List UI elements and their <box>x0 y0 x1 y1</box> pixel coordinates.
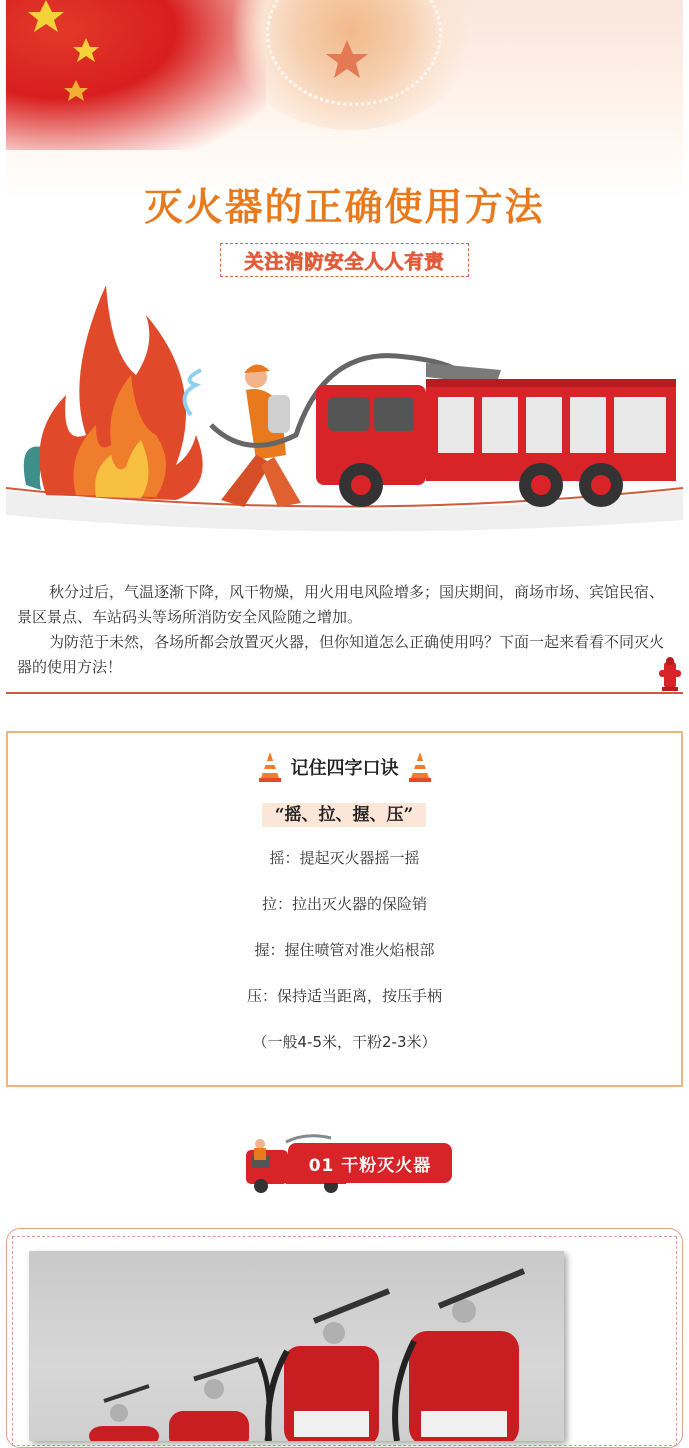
subtitle-box <box>220 243 469 277</box>
page-title: 灭火器的正确使用方法 <box>144 185 545 229</box>
fire-hydrant-icon <box>656 656 684 692</box>
mnemonic-line: 拉：拉出灭火器的保险销 <box>261 895 427 913</box>
intro-paragraph-2: 为防范于未然，各场所都会放置灭火器，但你知道怎么正确使用吗？下面一起来看看不同灭火器的使用方法！ <box>17 633 665 676</box>
divider <box>6 692 683 694</box>
header-banner <box>6 0 683 200</box>
intro-paragraph-1: 秋分过后，气温逐渐下降，风干物燥，用火用电风险增多；国庆期间，商场市场、宾馆民宿、景区景点、车站码头等场所消防安全风险随之增加。 <box>17 583 665 626</box>
subtitle: 关注消防安全人人有责 <box>244 250 445 273</box>
star-decoration-icon <box>26 0 116 110</box>
section-title-dry-powder: 01 干粉灭火器 <box>288 1143 452 1183</box>
traffic-cone-icon <box>259 752 281 782</box>
intro-text <box>17 580 675 680</box>
extinguisher-photo <box>29 1251 564 1441</box>
mnemonic-title-row <box>0 750 689 784</box>
emblem-star-icon <box>322 40 372 80</box>
mnemonic-line: 握：握住喷管对准火焰根部 <box>254 941 435 959</box>
mnemonic-line: 压：保持适当距离，按压手柄 <box>246 987 442 1005</box>
mnemonic-note: （一般4-5米，干粉2-3米） <box>252 1033 437 1051</box>
mnemonic-phrase: “摇、拉、握、压” <box>274 805 414 825</box>
firefighter-illustration <box>6 285 683 535</box>
mnemonic-line: 摇：提起灭火器摇一摇 <box>269 849 420 867</box>
fire-extinguisher-image <box>29 1251 564 1441</box>
traffic-cone-icon <box>409 752 431 782</box>
mnemonic-title: 记住四字口诀 <box>290 758 399 779</box>
